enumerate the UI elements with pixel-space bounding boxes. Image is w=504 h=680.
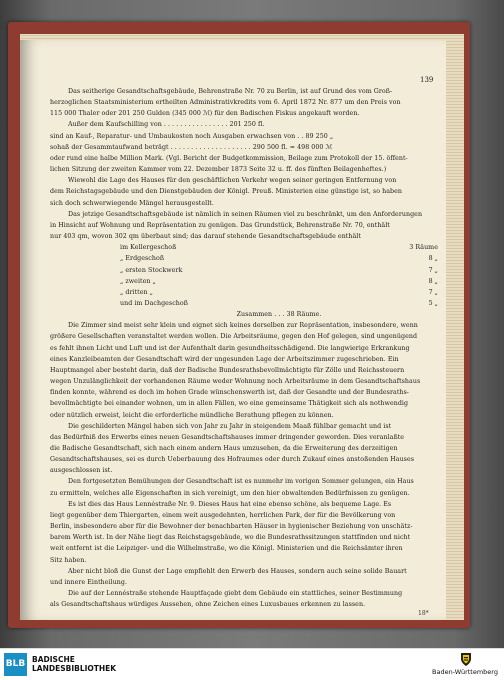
- text-line: zu ermitteln, welches alle Eigenschaften in sich vereinigt, um den hier obwaltenden Bedürfnissen zu genügen.: [50, 489, 410, 497]
- text-line: Gesandtschaftshauses, sei es durch Ueberbauung des Hofraumes oder durch Zukauf eines anstoßenden Hauses: [50, 456, 415, 464]
- text-line: bevollmächtigte bei einander wohnen, um in allen Fällen, wo eine gemeinsame Thätigkeit sich als nothwendig: [50, 400, 409, 408]
- text-line: finden konnte, während es doch im hohen Grade wünschenswerth ist, daß der Gesandte und der Bundesraths-: [50, 389, 409, 397]
- text-line: Aber nicht bloß die Gunst der Lage empfiehlt den Erwerb des Hauses, sondern auch seine solide Bauart: [68, 567, 407, 575]
- text-line: eines Kanzleibeamten der Gesandtschaft wird der ungesunden Lage der Arbeitszimmer zugeschrieben. Ein: [50, 355, 399, 363]
- text-line: Die auf der Lennéstraße stehende Hauptfaçade giebt dem Gebäude ein stattliches, seiner Bestimmung: [68, 590, 403, 598]
- rooms-row: [120, 242, 438, 253]
- rooms-label: „ Erdgeschoß: [120, 255, 165, 263]
- rooms-row: [120, 265, 438, 276]
- text-line: nur 403 qm, wovon 302 qm überbaut sind; das darauf stehende Gesandtschaftsgebäude enthält: [50, 233, 361, 241]
- rooms-row: [120, 298, 438, 309]
- text-line: als Gesandtschaftshaus würdiges Aussehen, ohne Zeichen eines Luxusbaues erkennen zu lassen.: [50, 601, 366, 609]
- page-number: 139: [420, 76, 434, 84]
- text-line: dem Reichstagsgebäude und den Dienstgebäuden der Königl. Preuß. Ministerien eine günstige ist, so haben: [50, 188, 402, 196]
- rooms-count: 3 Räume: [409, 244, 438, 252]
- text-line: wegen Unzulänglichkeit der vorhandenen Räume weder Wohnung noch Arbeitsräume in dem Gesandtschaftshaus: [50, 378, 421, 386]
- rooms-label: „ ersten Stockwerk: [120, 266, 183, 274]
- rooms-table: [50, 242, 438, 320]
- text-line: das Bedürfniß des Erwerbs eines neuen Gesandtschaftshauses immer dringender geworden. Dies veranlaßte: [50, 433, 405, 441]
- text-line: es fehlt ihnen Licht und Luft und ist der Aufenthalt darin gesundheitsschädigend. Die langwierige Erkrankung: [50, 344, 410, 352]
- text-line: Den fortgesetzten Bemühungen der Gesandtschaft ist es nunmehr im vorigen Sommer gelungen, ein Haus: [68, 478, 414, 486]
- library-name-line2: LANDESBIBLIOTHEK: [32, 664, 117, 673]
- rooms-label: und im Dachgeschoß: [120, 299, 188, 307]
- signature-mark: 18*: [418, 610, 429, 617]
- rooms-count: 7 „: [428, 288, 438, 296]
- text-line: Außer dem Kaufschilling von . . . . . . . . . . . . . . . . 201 250 fl.: [68, 121, 265, 129]
- text-line: Sitz haben.: [50, 556, 87, 564]
- rooms-label: „ dritten „: [120, 288, 153, 296]
- text-line: Hauptmangel aber besteht darin, daß der Badische Bundesrathsbevollmächtigte für Zölle und Reichssteuern: [50, 366, 405, 374]
- blb-logo[interactable]: BLB: [4, 653, 27, 676]
- text-line: Das jetzige Gesandtschaftsgebäude ist nämlich in seinen Räumen viel zu beschränkt, um den Anforderungen: [68, 210, 423, 218]
- text-line: größere Gesellschaften veranstaltet werden wollen. Die Arbeitsräume, gegen den Hof gelegen, sind ungenügend: [50, 333, 418, 341]
- text-line: sich doch schwerwiegende Mängel herausgestellt.: [50, 199, 214, 207]
- rooms-count: 8 „: [428, 277, 438, 285]
- rooms-total: Zusammen . . . 38 Räume.: [236, 311, 322, 319]
- text-line: Es ist dies das Haus Lennéstraße Nr. 9. Dieses Haus hat eine ebenso schöne, als bequeme Lage. Es: [68, 500, 392, 508]
- text-line: barem Werth ist. In der Nähe liegt das Reichstagsgebäude, wo die Bundesrathssitzungen stattfinden und nicht: [50, 534, 411, 542]
- text-line: herzoglichen Staatsministerium ertheilten Administrativkredits vom 6. April 1872 Nr. 877 um den Preis von: [50, 99, 401, 107]
- crest-icon: [458, 651, 474, 667]
- text-line: und innere Eintheilung.: [50, 578, 128, 586]
- rooms-row: [120, 276, 438, 287]
- rooms-label: „ zweiten „: [120, 277, 156, 285]
- region-label: Baden-Württemberg: [432, 668, 498, 676]
- rooms-label: im Kellergeschoß: [120, 244, 177, 252]
- rooms-row: [120, 287, 438, 298]
- text-line: Die Zimmer sind meist sehr klein und eignet sich keines derselben zur Repräsentation, insbesondere, wenn: [68, 322, 418, 330]
- library-name-line1: BADISCHE: [32, 655, 75, 664]
- text-line: weit entfernt ist die Leipziger- und die Wilhelmstraße, wo die Königl. Ministerien und die Reichsämter ihren: [50, 545, 403, 553]
- text-line: in Hinsicht auf Wohnung und Repräsentation zu genügen. Das Grundstück, Behrenstraße Nr. 70, enthält: [50, 221, 390, 229]
- text-line: Wiewohl die Lage des Hauses für den geschäftlichen Verkehr wegen seiner geringen Entfernung von: [68, 177, 397, 185]
- text-line: sind an Kauf-, Reparatur- und Umbaukosten noch Ausgaben erwachsen von . . 89 250 „: [50, 132, 334, 140]
- library-name[interactable]: [32, 655, 116, 673]
- text-line: sohaß der Gesammtaufwand beträgt . . . . . . . . . . . . . . . . . . . . 290 500 fl. = 498 000 ℳ: [50, 143, 333, 151]
- text-line: die Badische Gesandtschaft, sich nach einem andern Haus umzusehen, da die Erweiterung des derzeitigen: [50, 445, 398, 452]
- rooms-row: [120, 253, 438, 264]
- text-line: lichen Sitzung der zweiten Kammer vom 22. Dezember 1873 Seite 32 u. ff. des fünften Beilagenheftes.): [50, 166, 387, 174]
- text-line: oder nützlich erweist, leicht die erforderliche mündliche Berathung pflegen zu können.: [50, 411, 334, 419]
- footer-bar: [0, 648, 504, 680]
- text-line: liegt gegenüber dem Thiergarten, einem weit ausgedehnten, herrlichen Park, der für die Bevölkerung von: [50, 511, 396, 519]
- text-line: oder rund eine halbe Million Mark. (Vgl. Bericht der Budgetkommission, Beilage zum Protokoll der 15. öffent-: [50, 154, 408, 162]
- text-line: ausgeschlossen ist.: [50, 467, 113, 475]
- text-line: Die geschilderten Mängel haben sich von Jahr zu Jahr in steigendem Maaß fühlbar gemacht und ist: [68, 422, 392, 430]
- rooms-count: 7 „: [428, 266, 438, 274]
- text-line: Das seitherige Gesandtschaftsgebäude, Behrenstraße Nr. 70 zu Berlin, ist auf Grund des vom Groß-: [68, 88, 393, 95]
- text-line: Berlin, insbesondere aber für die Bewohner der benachbarten Häuser in hygienischer Beziehung von unschätz-: [50, 523, 413, 531]
- rooms-count: 8 „: [428, 255, 438, 263]
- text-line: 115 000 Thaler oder 201 250 Gulden (345 000 ℳ) für den Badischen Fiskus angekauft worden.: [50, 110, 360, 118]
- rooms-count: 5 „: [428, 299, 438, 307]
- page-text: [50, 86, 438, 610]
